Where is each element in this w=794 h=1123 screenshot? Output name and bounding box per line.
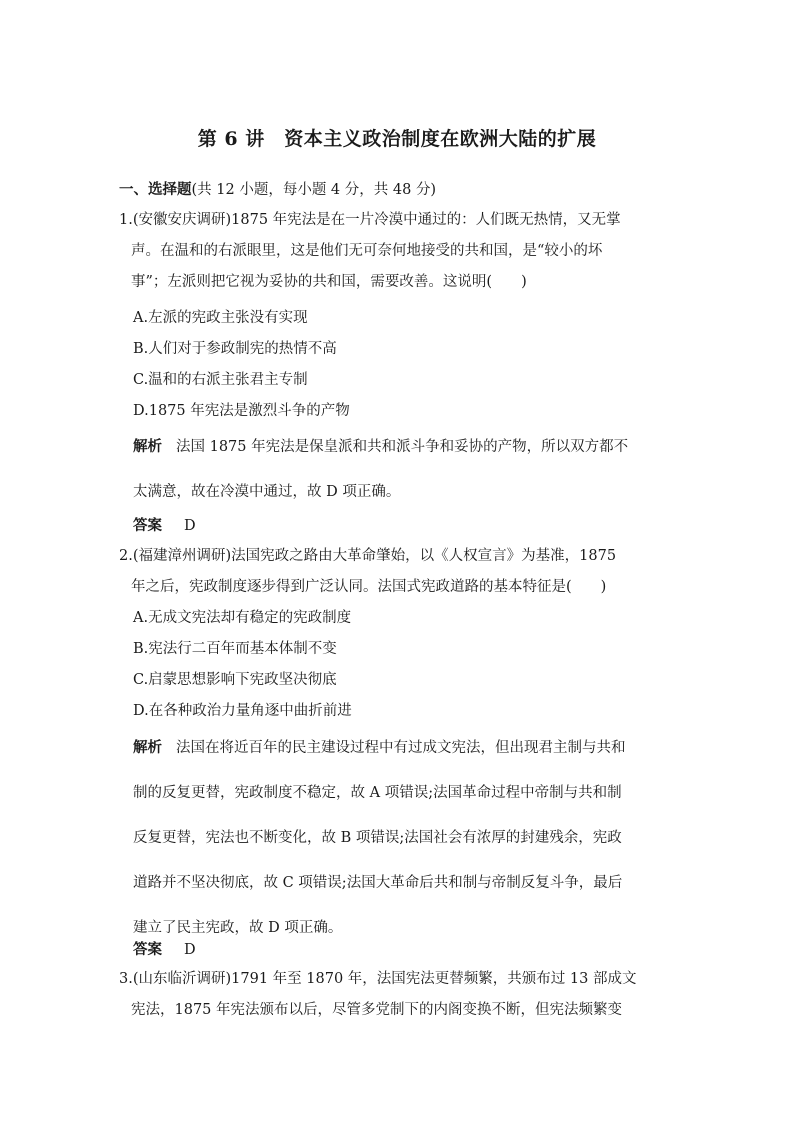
analysis-label: 解析 — [133, 438, 162, 455]
question-1-option-c: C.温和的右派主张君主专制 — [133, 372, 308, 388]
question-1-analysis-line-1 — [133, 424, 678, 470]
section-heading-info: (共 12 小题，每小题 4 分，共 48 分) — [191, 182, 437, 198]
question-1-line-1: 1.(安徽安庆调研)1875 年宪法是在一片冷漠中通过的：人们既无热情，又无掌 — [119, 212, 621, 228]
question-1-option-d: D.1875 年宪法是激烈斗争的产物 — [133, 403, 350, 419]
question-2-option-d: D.在各种政治力量角逐中曲折前进 — [133, 703, 352, 719]
question-1-line-2: 声。在温和的右派眼里，这是他们无可奈何地接受的共和国，是“较小的坏 — [131, 243, 603, 259]
question-2-line-2: 年之后，宪政制度逐步得到广泛认同。法国式宪政道路的基本特征是( ) — [131, 579, 607, 595]
analysis-label: 解析 — [133, 739, 162, 756]
question-3-line-1: 3.(山东临沂调研)1791 年至 1870 年，法国宪法更替频繁，共颁布过 13 部成文 — [119, 971, 637, 987]
question-2-option-b: B.宪法行二百年而基本体制不变 — [133, 641, 337, 657]
question-2-answer — [133, 938, 196, 959]
section-heading — [119, 178, 436, 199]
section-heading-label: 一、选择题 — [119, 181, 192, 198]
question-1-stem — [119, 205, 679, 298]
question-1-analysis — [133, 424, 678, 515]
question-1-line-3: 事”；左派则把它视为妥协的共和国，需要改善。这说明( ) — [131, 274, 527, 290]
question-1-analysis-text-1: 法国 1875 年宪法是保皇派和共和派斗争和妥协的产物，所以双方都不 — [176, 439, 629, 455]
page-title: 第 6 讲 资本主义政治制度在欧洲大陆的扩展 — [197, 128, 597, 150]
answer-label: 答案 — [133, 517, 162, 534]
question-2-analysis-line-3: 反复更替，宪法也不断变化，故 B 项错误;法国社会有浓厚的封建残余，宪政 — [133, 830, 622, 846]
question-2-analysis-line-1 — [133, 725, 678, 771]
question-1-option-a: A.左派的宪政主张没有实现 — [133, 310, 308, 326]
question-1-analysis-line-2: 太满意，故在冷漠中通过，故 D 项正确。 — [133, 484, 401, 500]
question-2-option-c: C.启蒙思想影响下宪政坚决彻底 — [133, 672, 337, 688]
answer-label: 答案 — [133, 941, 162, 958]
question-2-line-1: 2.(福建漳州调研)法国宪政之路由大革命肇始，以《人权宣言》为基准，1875 — [119, 548, 617, 564]
question-2-stem — [119, 541, 679, 603]
question-2-analysis-line-2: 制的反复更替，宪政制度不稳定，故 A 项错误;法国革命过程中帝制与共和制 — [133, 785, 622, 801]
question-1-option-b: B.人们对于参政制宪的热情不高 — [133, 341, 337, 357]
question-2-analysis-line-4: 道路并不坚决彻底，故 C 项错误;法国大革命后共和制与帝制反复斗争，最后 — [133, 875, 623, 891]
question-3-stem — [119, 964, 679, 1026]
question-1-answer-value: D — [184, 518, 196, 534]
question-2-analysis-text-1: 法国在将近百年的民主建设过程中有过成文宪法，但出现君主制与共和 — [176, 740, 626, 756]
question-2-analysis — [133, 725, 678, 951]
question-2-analysis-line-5: 建立了民主宪政，故 D 项正确。 — [133, 920, 343, 936]
question-3-line-2: 宪法，1875 年宪法颁布以后，尽管多党制下的内阁变换不断，但宪法频繁变 — [131, 1002, 623, 1018]
question-1-answer — [133, 514, 196, 535]
question-2-answer-value: D — [184, 942, 196, 958]
question-2-option-a: A.无成文宪法却有稳定的宪政制度 — [133, 610, 352, 626]
